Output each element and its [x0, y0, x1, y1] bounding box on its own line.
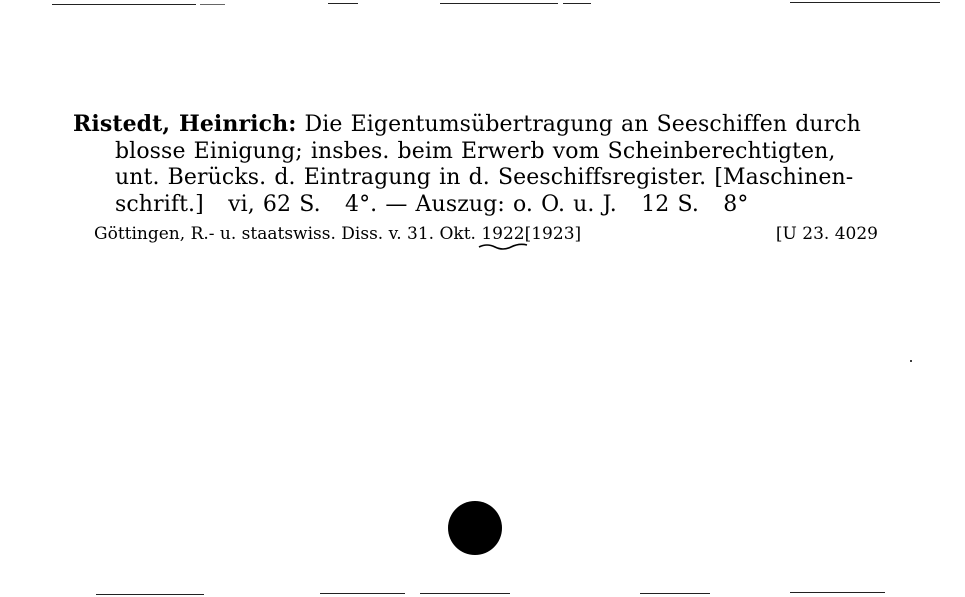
speck-mark — [910, 360, 912, 362]
struck-year — [481, 223, 524, 245]
dissertation-note — [94, 223, 581, 245]
top-edge-rule — [790, 2, 940, 3]
format-note: schrift.] — [115, 191, 204, 217]
excerpt-size: 8° — [723, 191, 749, 217]
pagination: vi, 62 S. — [228, 191, 321, 217]
corrected-year: [1923] — [524, 224, 582, 244]
bottom-edge-rule — [640, 593, 710, 594]
title-start: Die Eigentumsübertragung an Seeschiffen durch — [304, 112, 861, 137]
bottom-edge-rule — [420, 593, 510, 594]
top-edge-rule — [563, 3, 591, 4]
entry-line-3: unt. Berücks. d. Eintragung in d. Seeschiffsregister. [Maschinen- — [115, 165, 854, 190]
dissertation-place: Göttingen, R.- u. staatswiss. Diss. v. 31. Okt. — [94, 224, 476, 244]
entry-line-1 — [73, 111, 883, 139]
bottom-edge-rule — [320, 593, 405, 594]
entry-line-4 — [73, 192, 883, 219]
struck-year-text: 1922 — [481, 224, 525, 244]
author-name: Ristedt, Heinrich: — [73, 111, 297, 137]
top-edge-rule — [52, 4, 196, 5]
imprint-line — [94, 223, 878, 245]
bottom-edge-rule — [790, 592, 885, 593]
handwritten-squiggle-icon — [477, 242, 529, 250]
entry-line-2: blosse Einigung; insbes. beim Erwerb vom Scheinberechtigten, — [115, 138, 836, 164]
bibliographic-entry — [73, 111, 883, 218]
top-edge-rule — [440, 3, 558, 4]
bottom-edge-rule — [96, 594, 204, 595]
excerpt-pages: 12 S. — [641, 191, 699, 217]
size-and-excerpt: 4°. — Auszug: o. O. u. J. — [344, 191, 617, 217]
shelf-signature: [U 23. 4029 — [775, 224, 878, 244]
top-edge-rule — [200, 4, 225, 5]
punch-hole-icon — [448, 501, 502, 555]
top-edge-rule — [328, 3, 358, 4]
